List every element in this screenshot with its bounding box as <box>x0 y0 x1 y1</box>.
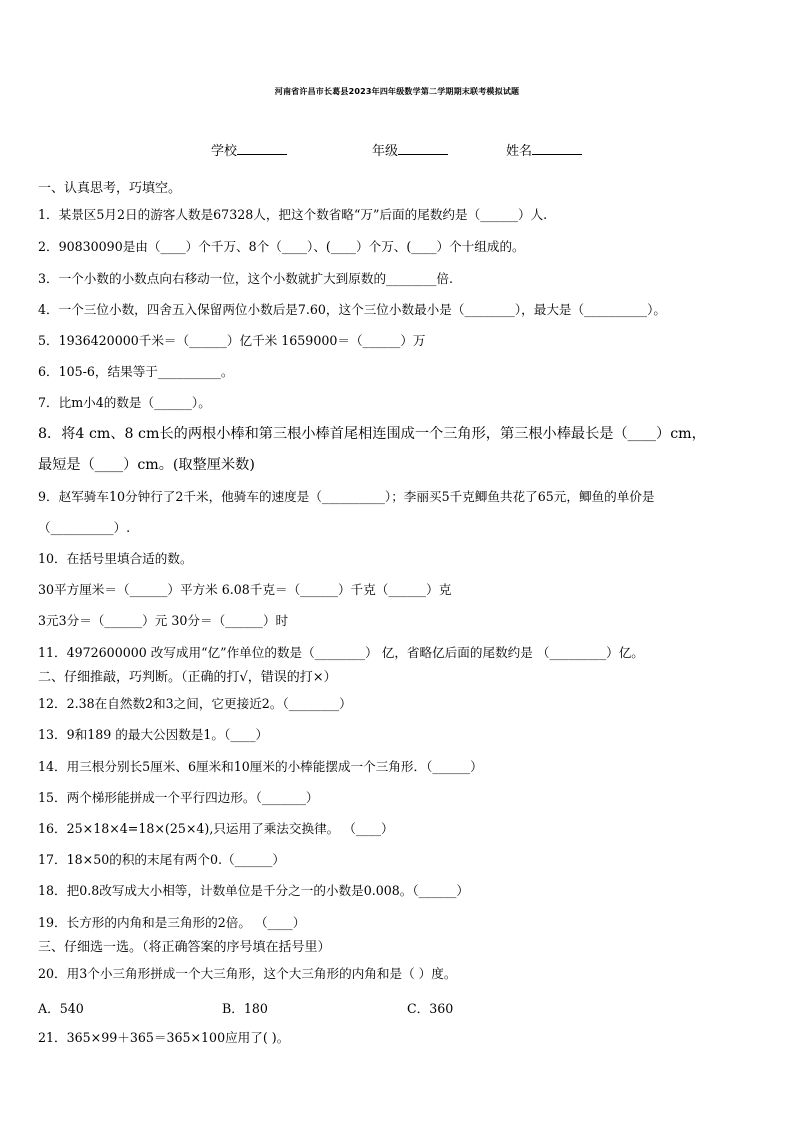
question-line: （__________）. <box>38 520 131 535</box>
question-line: 17．18×50的积的末尾有两个0.（______） <box>38 852 285 867</box>
option-a: A．540 <box>38 1001 84 1016</box>
option-c: C．360 <box>407 1001 454 1016</box>
question-line: 7．比m小4的数是（______）。 <box>38 395 211 410</box>
grade-blank[interactable] <box>398 143 448 155</box>
school-blank[interactable] <box>237 143 287 155</box>
school-field <box>211 140 287 159</box>
section-heading: 三、仔细选一选。（将正确答案的序号填在括号里） <box>38 940 331 955</box>
question-line: 21．365×99＋365＝365×100应用了( )。 <box>38 1030 290 1045</box>
question-line: 2．90830090是由（____）个千万、8个（____）、(____）个万、(____）个十组成的。 <box>38 239 525 254</box>
grade-field <box>372 140 448 159</box>
question-line: 13．9和189 的最大公因数是1。（____） <box>38 727 269 742</box>
question-line: 18．把0.8改写成大小相等，计数单位是千分之一的小数是0.008。（______） <box>38 883 470 898</box>
question-line: 10．在括号里填合适的数。 <box>38 551 193 566</box>
question-line: 8．将4 cm、8 cm长的两根小棒和第三根小棒首尾相连围成一个三角形，第三根小棒最长是（____）cm， <box>38 426 706 442</box>
question-line: 30平方厘米＝（______）平方米 6.08千克＝（______）千克（______）克 <box>38 582 452 597</box>
question-line: 12．2.38在自然数2和3之间，它更接近2。（________） <box>38 696 352 711</box>
question-line: 最短是（____）cm。(取整厘米数) <box>38 457 255 473</box>
question-line: 20．用3个小三角形拼成一个大三角形，这个大三角形的内角和是（ ）度。 <box>38 966 457 981</box>
question-line: 9．赵军骑车10分钟行了2千米，他骑车的速度是（__________）；李丽买5千克鲫鱼共花了65元，鲫鱼的单价是 <box>38 489 655 504</box>
question-line: 15．两个梯形能拼成一个平行四边形。（_______） <box>38 790 319 805</box>
name-field <box>506 140 582 159</box>
option-b: B．180 <box>222 1001 268 1016</box>
question-line: 4．一个三位小数，四舍五入保留两位小数后是7.60，这个三位小数最小是（________），最大是（__________）。 <box>38 302 666 317</box>
section-heading: 一、认真思考，巧填空。 <box>38 181 182 196</box>
question-line: 16．25×18×4=18×(25×4),只运用了乘法交换律。 （____） <box>38 821 394 836</box>
school-label: 学校 <box>211 144 238 159</box>
question-line: 1．某景区5月2日的游客人数是67328人，把这个数省略“万”后面的尾数约是（______）人. <box>38 207 548 222</box>
question-line: 3元3分＝（______）元 30分＝（______）时 <box>38 613 289 628</box>
name-label: 姓名 <box>506 144 533 159</box>
question-line: 6．105-6，结果等于__________。 <box>38 364 234 379</box>
question-line: 3．一个小数的小数点向右移动一位，这个小数就扩大到原数的________倍. <box>38 271 454 286</box>
question-line: 5．1936420000千米＝（______）亿千米 1659000＝（______）万 <box>38 333 426 348</box>
name-blank[interactable] <box>532 143 582 155</box>
question-line: 11．4972600000 改写成用“亿”作单位的数是（________） 亿，省略亿后面的尾数约是 （_________）亿。 <box>38 645 644 660</box>
question-line: 14．用三根分别长5厘米、6厘米和10厘米的小棒能摆成一个三角形．（______） <box>38 759 483 774</box>
page-title: 河南省许昌市长葛县2023年四年级数学第二学期期末联考模拟试题 <box>274 87 520 96</box>
section-heading: 二、仔细推敲，巧判断。（正确的打√，错误的打×） <box>38 670 337 685</box>
question-line: 19．长方形的内角和是三角形的2倍。 （____） <box>38 915 306 930</box>
grade-label: 年级 <box>372 144 399 159</box>
